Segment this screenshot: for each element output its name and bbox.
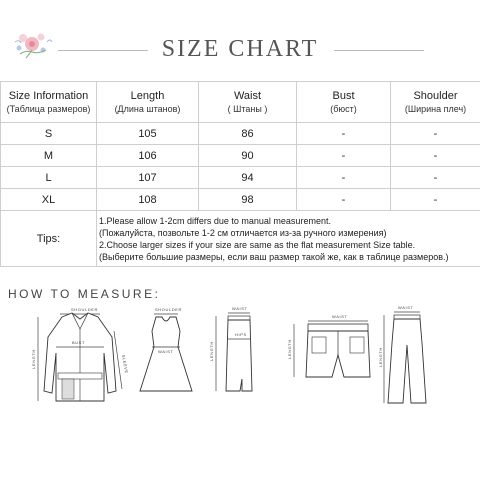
waist-label: WAIST (158, 349, 174, 354)
tip-line: (Пожалуйста, позвольте 1-2 см отличается из-за ручного измерения) (99, 227, 387, 238)
length-cell: 106 (97, 145, 199, 167)
waist-label: WAIST (332, 314, 348, 319)
tips-label: Tips: (1, 211, 97, 267)
header-size-info: Size Information (Таблица размеров) (1, 82, 97, 123)
dress-diagram (136, 303, 196, 401)
tips-text (97, 211, 480, 267)
shoulder-cell: - (391, 145, 480, 167)
how-to-measure-title: HOW TO MEASURE: (8, 287, 161, 301)
shirt-diagram (22, 303, 132, 408)
length-label: LENGTH (287, 339, 292, 359)
length-label: LENGTH (209, 341, 214, 361)
title-rule-right (334, 50, 424, 51)
header-waist: Waist ( Штаны ) (199, 82, 297, 123)
shoulder-cell: - (391, 167, 480, 189)
size-cell: M (1, 145, 97, 167)
waist-cell: 94 (199, 167, 297, 189)
header-shoulder: Shoulder (Ширина плеч) (391, 82, 480, 123)
header-length: Length (Длина штанов) (97, 82, 199, 123)
shorts-diagram (282, 315, 377, 395)
shoulder-cell: - (391, 123, 480, 145)
table-header-row (1, 82, 480, 123)
skirt-diagram (206, 303, 261, 401)
hips-label: HIPS (235, 332, 247, 337)
waist-label: WAIST (398, 305, 414, 310)
table-row (1, 123, 480, 145)
table-row (1, 167, 480, 189)
waist-label: WAIST (232, 306, 248, 311)
page-title: SIZE CHART (161, 36, 319, 62)
table-row (1, 145, 480, 167)
bust-cell: - (297, 167, 391, 189)
table-row (1, 189, 480, 211)
length-cell: 107 (97, 167, 199, 189)
waist-cell: 86 (199, 123, 297, 145)
shoulder-cell: - (391, 189, 480, 211)
tip-line: 1.Please allow 1-2cm differs due to manual measurement. (99, 215, 331, 226)
length-label: LENGTH (378, 347, 383, 367)
tip-line: 2.Choose larger sizes if your size are same as the flat measurement Size table. (99, 239, 416, 250)
bust-cell: - (297, 189, 391, 211)
waist-cell: 98 (199, 189, 297, 211)
length-cell: 105 (97, 123, 199, 145)
trousers-diagram (380, 303, 440, 408)
shoulder-label: SHOULDER (155, 307, 183, 312)
size-table (0, 81, 480, 267)
size-cell: XL (1, 189, 97, 211)
bust-cell: - (297, 123, 391, 145)
waist-cell: 90 (199, 145, 297, 167)
sleeve-label: SLEEVE (121, 354, 130, 375)
length-cell: 108 (97, 189, 199, 211)
bust-label: BUST (72, 340, 86, 345)
header-bust: Bust (бюст) (297, 82, 391, 123)
length-label: LENGTH (31, 349, 36, 369)
shoulder-label: SHOULDER (71, 307, 99, 312)
bust-cell: - (297, 145, 391, 167)
tips-row (1, 211, 480, 267)
tip-line: (Выберите большие размеры, если ваш размер такой же, как в таблице размеров.) (99, 251, 449, 262)
size-cell: L (1, 167, 97, 189)
size-cell: S (1, 123, 97, 145)
